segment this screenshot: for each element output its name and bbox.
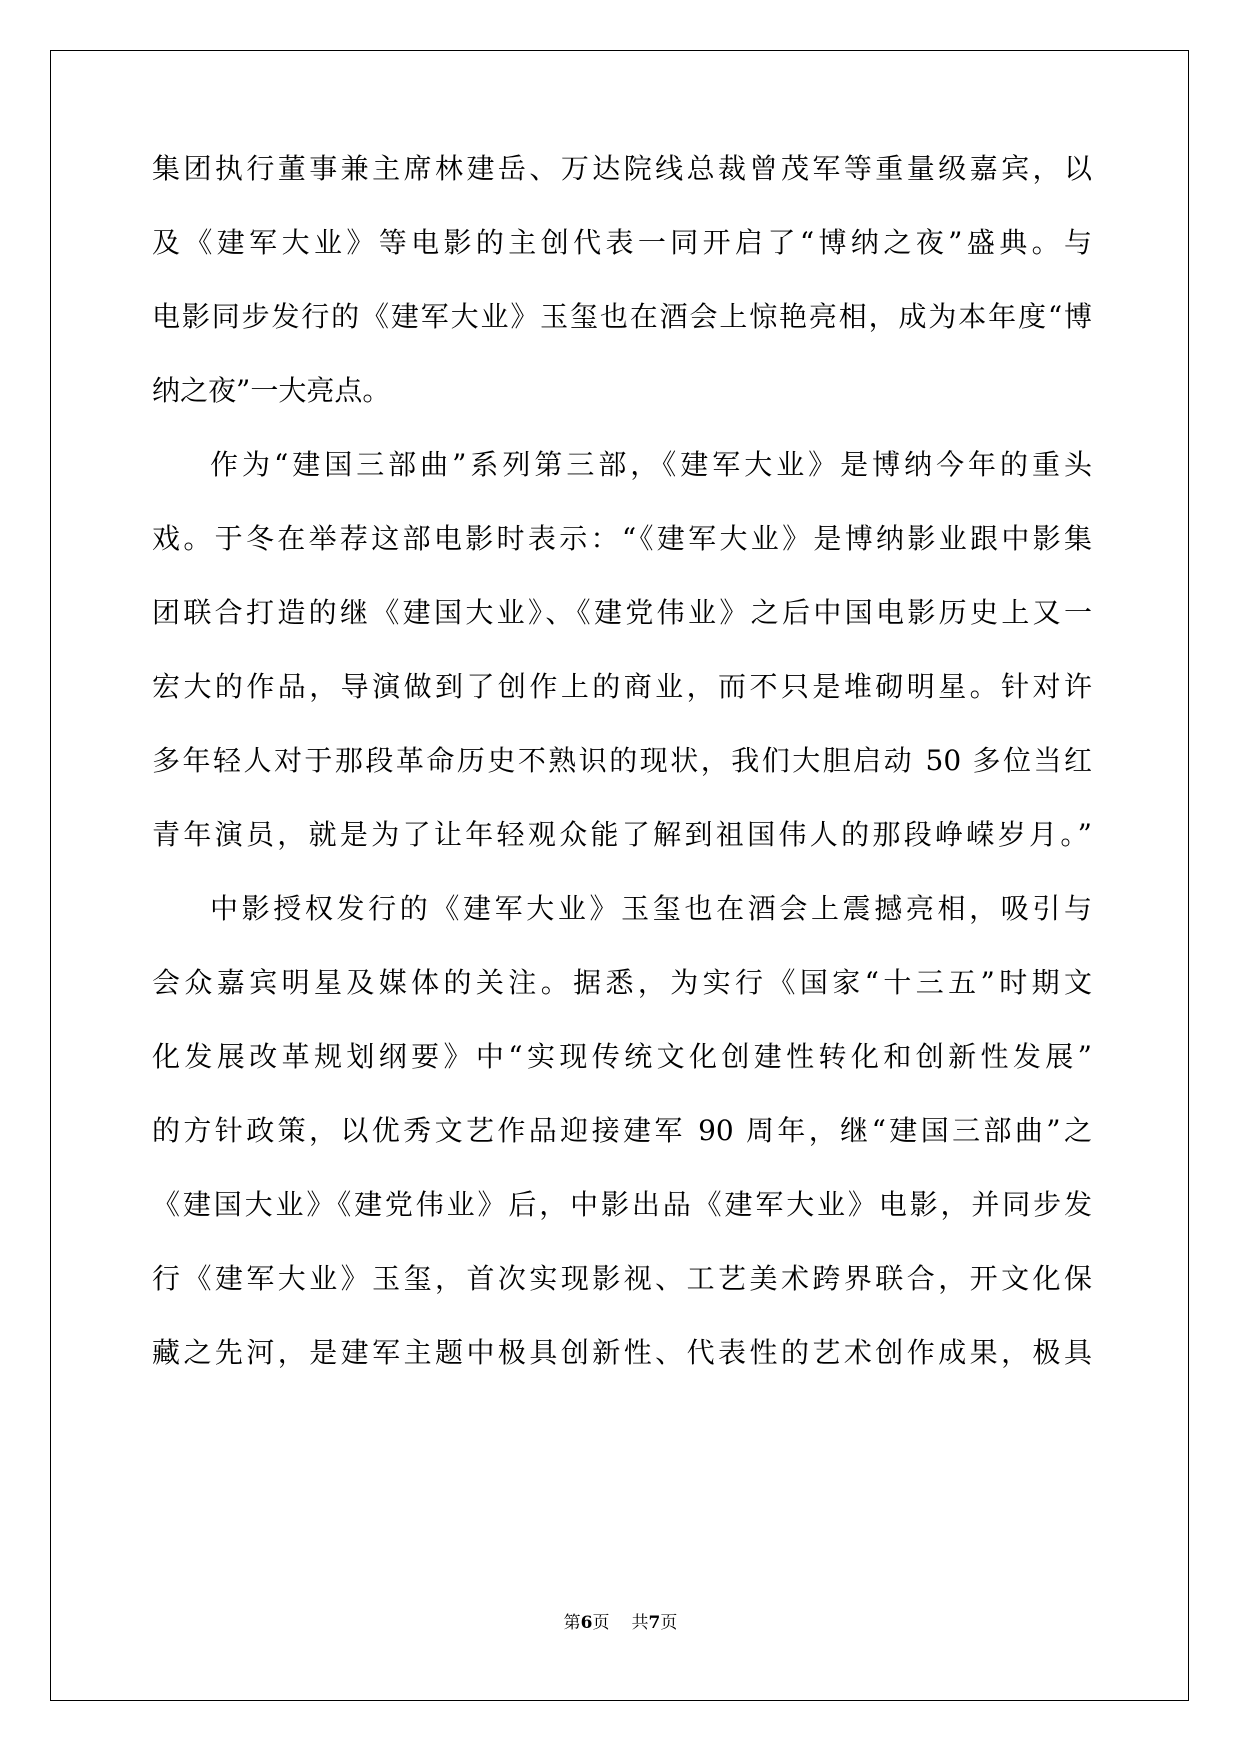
text-line: 藏之先河，是建军主题中极具创新性、代表性的艺术创作成果，极具 xyxy=(152,1336,1092,1369)
text-line: 青年演员，就是为了让年轻观众能了解到祖国伟人的那段峥嵘岁月。” xyxy=(152,818,1092,851)
text-line: 电影同步发行的《建军大业》玉玺也在酒会上惊艳亮相，成为本年度“博 xyxy=(152,300,1092,333)
text-line: 多年轻人对于那段革命历史不熟识的现状，我们大胆启动 50 多位当红 xyxy=(152,744,1092,777)
page-prefix: 第 xyxy=(563,1613,581,1633)
text-line: 行《建军大业》玉玺，首次实现影视、工艺美术跨界联合，开文化保 xyxy=(152,1262,1092,1295)
text-line: 作为“建国三部曲”系列第三部，《建军大业》是博纳今年的重头 xyxy=(210,448,1092,481)
text-line: 及《建军大业》等电影的主创代表一同开启了“博纳之夜”盛典。与 xyxy=(152,226,1092,259)
text-line: 会众嘉宾明星及媒体的关注。据悉，为实行《国家“十三五”时期文 xyxy=(152,966,1092,999)
text-line: 的方针政策，以优秀文艺作品迎接建军 90 周年，继“建国三部曲”之 xyxy=(152,1114,1092,1147)
text-line: 纳之夜”一大亮点。 xyxy=(152,374,391,407)
total-prefix: 共 xyxy=(631,1613,649,1633)
total-suffix: 页 xyxy=(660,1613,678,1633)
page-footer xyxy=(0,1612,1241,1634)
page-suffix: 页 xyxy=(592,1613,610,1633)
text-line: 中影授权发行的《建军大业》玉玺也在酒会上震撼亮相，吸引与 xyxy=(210,892,1092,925)
text-line: 团联合打造的继《建国大业》、《建党伟业》之后中国电影历史上又一 xyxy=(152,596,1092,629)
current-page-number: 6 xyxy=(580,1613,593,1633)
text-line: 集团执行董事兼主席林建岳、万达院线总裁曾茂军等重量级嘉宾，以 xyxy=(152,152,1092,185)
text-line: 宏大的作品，导演做到了创作上的商业，而不只是堆砌明星。针对许 xyxy=(152,670,1092,703)
text-line: 《建国大业》《建党伟业》后，中影出品《建军大业》电影，并同步发 xyxy=(152,1188,1092,1221)
text-line: 戏。于冬在举荐这部电影时表示：“《建军大业》是博纳影业跟中影集 xyxy=(152,522,1092,555)
text-line: 化发展改革规划纲要》中“实现传统文化创建性转化和创新性发展” xyxy=(152,1040,1092,1073)
total-page-number: 7 xyxy=(648,1613,661,1633)
